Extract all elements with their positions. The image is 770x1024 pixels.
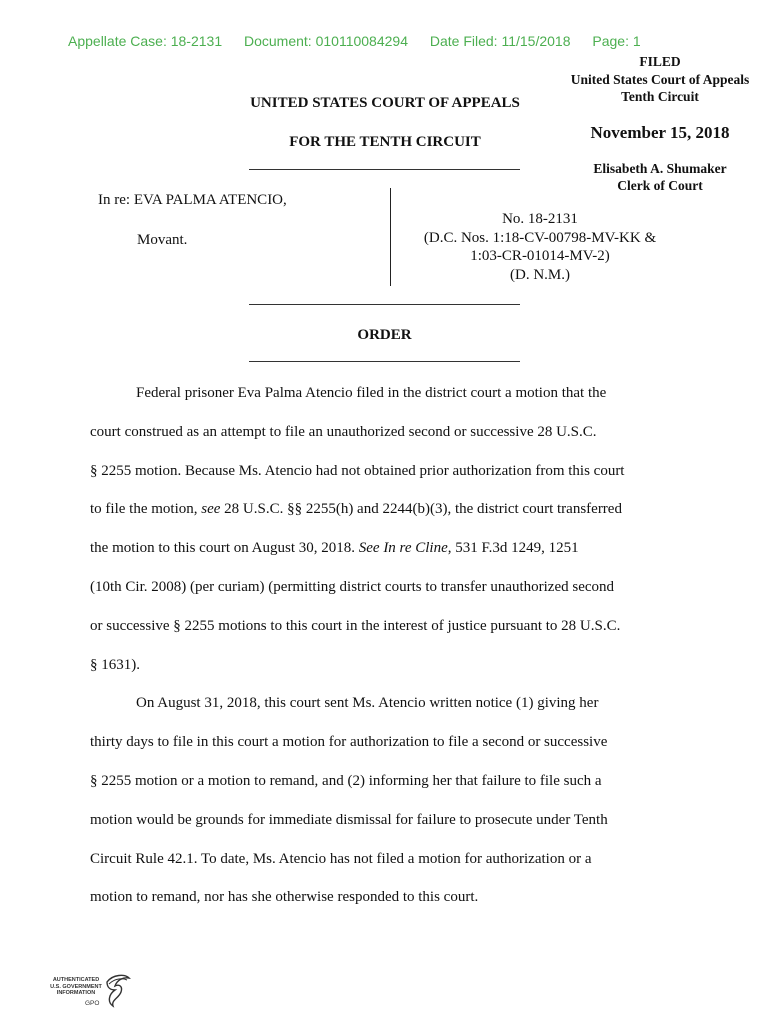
body-line: thirty days to file in this court a motion for authorization to file a second or successive [90, 734, 608, 751]
gpo-logo-text [45, 977, 107, 997]
clerk-title: Clerk of Court [617, 178, 703, 193]
order-title: ORDER [357, 327, 412, 343]
header-case: Appellate Case: 18-2131 [68, 33, 223, 49]
gpo-mark: GPO [85, 1000, 100, 1007]
filed-circuit: Tenth Circuit [621, 89, 699, 104]
body-line: or successive § 2255 motions to this court in the interest of justice pursuant to 28 U.S.C. [90, 617, 621, 634]
body-line: On August 31, 2018, this court sent Ms. Atencio written notice (1) giving her [136, 695, 599, 712]
filed-stamp [550, 53, 770, 194]
body-line: motion would be grounds for immediate dismissal for failure to prosecute under Tenth [90, 811, 608, 828]
body-line: (10th Cir. 2008) (per curiam) (permitting district courts to transfer unauthorized second [90, 578, 615, 595]
body-line: § 1631). [90, 656, 140, 673]
header-document: Document: 010110084294 [244, 33, 408, 49]
caption-role: Movant. [137, 232, 188, 248]
body-line: Circuit Rule 42.1. To date, Ms. Atencio has not filed a motion for authorization or a [90, 850, 592, 867]
header-date-filed: Date Filed: 11/15/2018 [429, 33, 571, 49]
district-case-numbers-2: 1:03-CR-01014-MV-2) [470, 248, 610, 264]
body-line: Federal prisoner Eva Palma Atencio filed in the district court a motion that the [136, 385, 607, 401]
rule-divider [249, 304, 520, 305]
district-name: (D. N.M.) [510, 266, 570, 283]
body-line: court construed as an attempt to file an unauthorized second or successive 28 U.S.C. [90, 423, 597, 440]
gpo-line: U.S. GOVERNMENT [50, 983, 102, 990]
body-text-run: 28 U.S.C. §§ 2255(h) and 2244(b)(3), the district court transferred [220, 501, 622, 518]
body-line: § 2255 motion or a motion to remand, and (2) informing her that failure to file such a [90, 772, 602, 789]
body-line [90, 529, 690, 568]
gpo-line: INFORMATION [56, 990, 96, 996]
gpo-line: AUTHENTICATED [52, 977, 100, 983]
citation-signal: see [201, 501, 221, 518]
body-line [90, 490, 690, 529]
gpo-authenticated-logo [45, 970, 135, 1015]
case-citation: See In re Cline [358, 540, 448, 557]
body-text-run: , 531 F.3d 1249, 1251 [447, 540, 579, 557]
rule-divider [249, 361, 520, 362]
body-text-run: the motion to this court on August 30, 2018. [90, 540, 359, 557]
body-line: motion to remand, nor has she otherwise responded to this court. [90, 889, 479, 906]
district-case-numbers-1: (D.C. Nos. 1:18-CV-00798-MV-KK & [423, 229, 657, 246]
caption-party: In re: EVA PALMA ATENCIO, [98, 192, 287, 208]
eagle-icon [103, 972, 131, 1012]
order-body [90, 374, 690, 917]
header-page: Page: 1 [592, 33, 641, 49]
case-number: No. 18-2131 [502, 211, 578, 227]
body-text-run: to file the motion, [90, 501, 202, 518]
circuit-title: FOR THE TENTH CIRCUIT [289, 134, 481, 150]
filed-court: United States Court of Appeals [570, 71, 750, 87]
rule-divider [249, 169, 520, 170]
caption-case-numbers [395, 210, 685, 284]
body-line: § 2255 motion. Because Ms. Atencio had not obtained prior authorization from this court [90, 462, 625, 479]
court-title: UNITED STATES COURT OF APPEALS [250, 95, 520, 111]
caption-divider [390, 188, 391, 286]
filed-date: November 15, 2018 [590, 122, 730, 142]
filed-label: FILED [639, 54, 681, 69]
clerk-name: Elisabeth A. Shumaker [593, 161, 727, 176]
ecf-header [68, 33, 659, 49]
